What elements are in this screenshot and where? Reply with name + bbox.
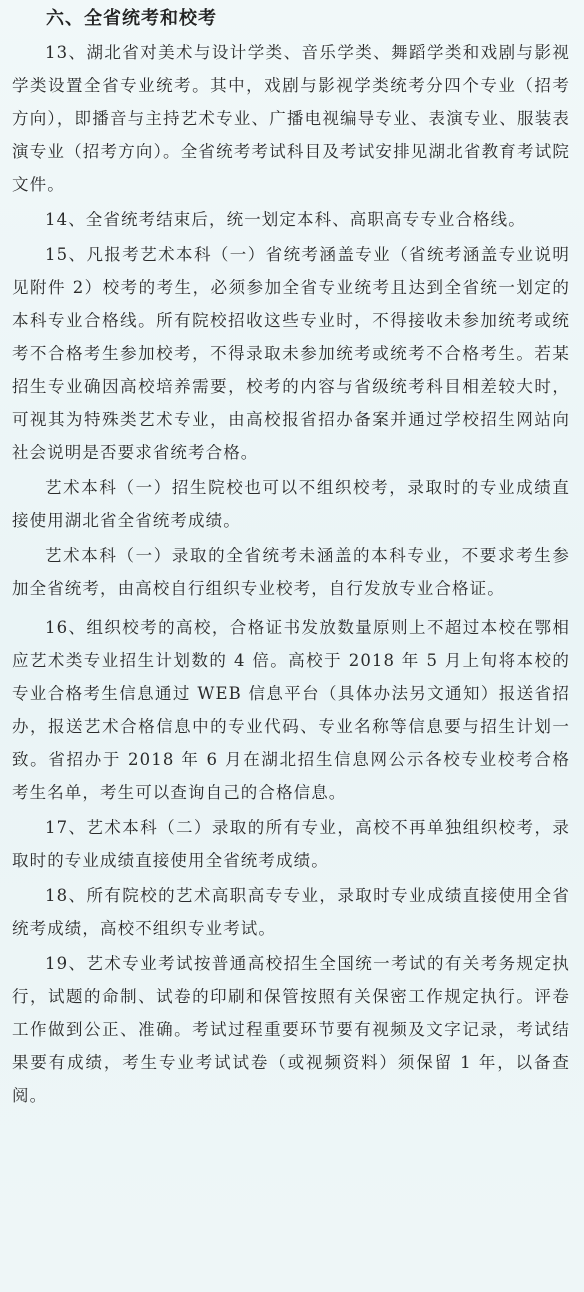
paragraph-14: 14、全省统考结束后，统一划定本科、高职高专专业合格线。 <box>45 210 526 229</box>
paragraph-18: 18、所有院校的艺术高职高专专业，录取时专业成绩直接使用全省统考成绩，高校不组织专业考试。 <box>12 886 570 938</box>
paragraph-16: 16、组织校考的高校，合格证书发放数量原则上不超过本校在鄂相应艺术类专业招生计划数的 4 倍。高校于 2018 年 5 月上旬将本校的专业合格考生信息通过 WEB 信息平台（具体办法另文通知）报送省招办，报送艺术合格信息中的专业代码、专业名称等信息要与招生计划一致。省招办于 2018 年 6 月在湖北招生信息网公示各校专业校考合格考生名单，考生可以查询自己的合格信息。 <box>12 618 570 802</box>
paragraph-17: 17、艺术本科（二）录取的所有专业，高校不再单独组织校考，录取时的专业成绩直接使用全省统考成绩。 <box>12 818 570 870</box>
paragraph-19: 19、艺术专业考试按普通高校招生全国统一考试的有关考务规定执行，试题的命制、试卷的印刷和保管按照有关保密工作规定执行。评卷工作做到公正、准确。考试过程重要环节要有视频及文字记录，考试结果要有成绩，考生专业考试试卷（或视频资料）须保留 1 年，以备查阅。 <box>12 954 570 1105</box>
paragraph-13: 13、湖北省对美术与设计学类、音乐学类、舞蹈学类和戏剧与影视学类设置全省专业统考。其中，戏剧与影视学类统考分四个专业（招考方向），即播音与主持艺术专业、广播电视编导专业、表演专业、服装表演专业（招考方向）。全省统考考试科目及考试安排见湖北省教育考试院文件。 <box>12 43 570 194</box>
paragraph-15: 15、凡报考艺术本科（一）省统考涵盖专业（省统考涵盖专业说明见附件 2）校考的考生，必须参加全省专业统考且达到全省统一划定的本科专业合格线。所有院校招收这些专业时，不得接收未参加统考或统考不合格考生参加校考，不得录取未参加统考或统考不合格考生。若某招生专业确因高校培养需要，校考的内容与省级统考科目相差较大时，可视其为特殊类艺术专业，由高校报省招办备案并通过学校招生网站向社会说明是否要求省统考合格。 <box>12 245 570 462</box>
paragraph-art-undergrad-one-uncovered-majors: 艺术本科（一）录取的全省统考未涵盖的本科专业，不要求考生参加全省统考，由高校自行组织专业校考，自行发放专业合格证。 <box>12 546 570 598</box>
section-heading: 六、全省统考和校考 <box>46 8 217 29</box>
paragraph-art-undergrad-one-no-school-exam: 艺术本科（一）招生院校也可以不组织校考，录取时的专业成绩直接使用湖北省全省统考成绩。 <box>12 478 570 530</box>
